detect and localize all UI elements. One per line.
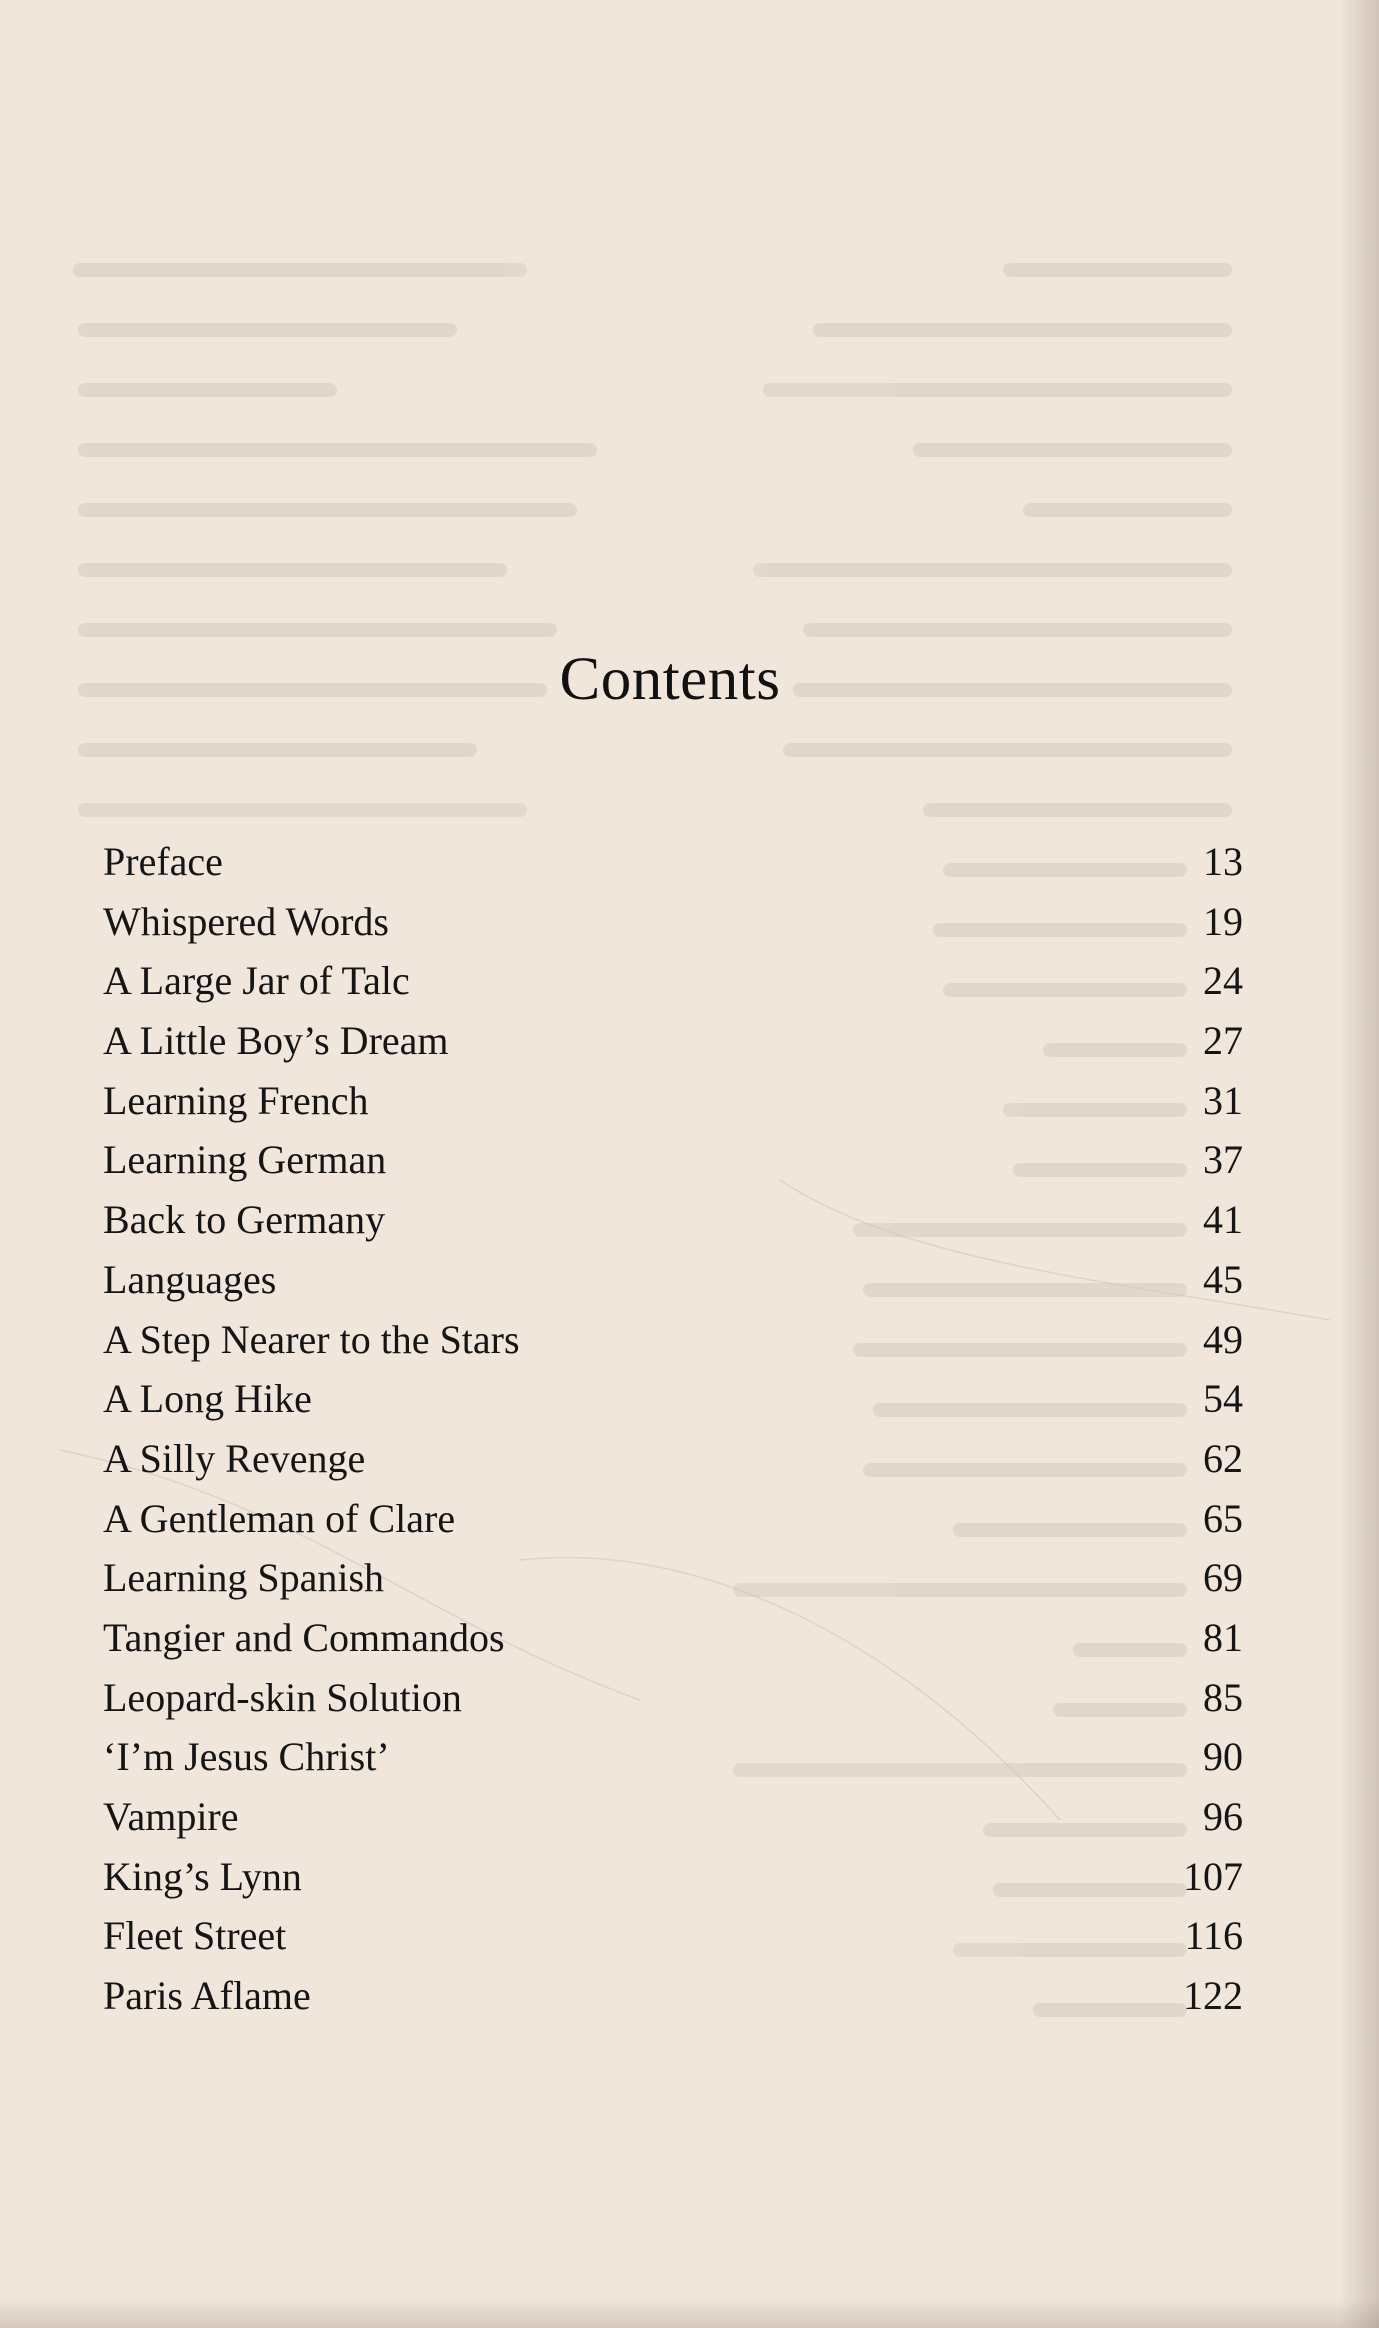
toc-entry[interactable] bbox=[103, 1495, 1243, 1555]
toc-entry-page: 37 bbox=[1203, 1137, 1243, 1183]
toc-entry[interactable] bbox=[103, 838, 1243, 898]
toc-entry-page: 116 bbox=[1184, 1913, 1243, 1959]
toc-entry-page: 19 bbox=[1203, 898, 1243, 944]
toc-entry-page: 41 bbox=[1203, 1197, 1243, 1243]
toc-entry-page: 13 bbox=[1203, 839, 1243, 884]
toc-entry-page: 90 bbox=[1203, 1734, 1243, 1780]
toc-entry-title: A Large Jar of Talc bbox=[103, 958, 410, 1004]
toc-entry[interactable] bbox=[103, 1256, 1243, 1316]
toc-entry-page: 45 bbox=[1203, 1256, 1243, 1302]
toc-entry-title: Learning German bbox=[103, 1137, 387, 1183]
toc-entry-title: A Long Hike bbox=[103, 1376, 312, 1422]
toc-entry[interactable] bbox=[103, 1077, 1243, 1137]
toc-entry-title: A Little Boy’s Dream bbox=[103, 1018, 449, 1064]
toc-entry-title: Preface bbox=[103, 839, 223, 884]
toc-entry-page: 31 bbox=[1203, 1077, 1243, 1123]
toc-entry-title: Tangier and Commandos bbox=[103, 1614, 505, 1660]
toc-entry[interactable] bbox=[103, 1017, 1243, 1077]
toc-entry-title: Paris Aflame bbox=[103, 1973, 311, 2019]
toc-entry[interactable] bbox=[103, 1733, 1243, 1793]
table-of-contents bbox=[103, 838, 1243, 2032]
toc-entry-title: Fleet Street bbox=[103, 1913, 287, 1959]
toc-entry-title: A Gentleman of Clare bbox=[103, 1495, 456, 1541]
toc-entry-page: 65 bbox=[1203, 1495, 1243, 1541]
toc-entry-page: 69 bbox=[1203, 1555, 1243, 1601]
toc-entry[interactable] bbox=[103, 1912, 1243, 1972]
toc-entry-title: A Step Nearer to the Stars bbox=[103, 1316, 520, 1362]
toc-entry[interactable] bbox=[103, 1853, 1243, 1913]
toc-entry-title: Back to Germany bbox=[103, 1197, 386, 1243]
toc-entry-title: A Silly Revenge bbox=[103, 1435, 366, 1481]
toc-entry[interactable] bbox=[103, 957, 1243, 1017]
toc-entry-title: Learning Spanish bbox=[103, 1555, 385, 1601]
toc-entry[interactable] bbox=[103, 1614, 1243, 1674]
toc-entry[interactable] bbox=[103, 898, 1243, 958]
page-bottom-shadow bbox=[0, 2298, 1379, 2328]
toc-entry-page: 96 bbox=[1203, 1794, 1243, 1839]
toc-entry-title: Whispered Words bbox=[103, 898, 389, 944]
toc-entry[interactable] bbox=[103, 1375, 1243, 1435]
toc-entry-title: Languages bbox=[103, 1256, 277, 1302]
toc-entry-page: 62 bbox=[1203, 1435, 1243, 1481]
toc-entry[interactable] bbox=[103, 1972, 1243, 2032]
toc-entry-page: 85 bbox=[1203, 1674, 1243, 1720]
toc-entry[interactable] bbox=[103, 1554, 1243, 1614]
toc-entry-title: Vampire bbox=[103, 1794, 239, 1839]
toc-entry[interactable] bbox=[103, 1793, 1243, 1853]
toc-entry-page: 54 bbox=[1203, 1376, 1243, 1422]
toc-entry-page: 107 bbox=[1183, 1853, 1243, 1899]
toc-entry-title: King’s Lynn bbox=[103, 1853, 302, 1899]
toc-entry-page: 27 bbox=[1203, 1018, 1243, 1064]
page-edge-shadow bbox=[1339, 0, 1379, 2328]
toc-entry[interactable] bbox=[103, 1196, 1243, 1256]
toc-entry[interactable] bbox=[103, 1136, 1243, 1196]
toc-entry[interactable] bbox=[103, 1674, 1243, 1734]
toc-entry-title: Learning French bbox=[103, 1077, 369, 1123]
page-title: Contents bbox=[559, 646, 781, 713]
toc-entry-page: 122 bbox=[1183, 1973, 1243, 2019]
toc-entry-page: 81 bbox=[1203, 1614, 1243, 1660]
toc-entry-page: 24 bbox=[1203, 958, 1243, 1004]
toc-entry[interactable] bbox=[103, 1435, 1243, 1495]
toc-entry-title: Leopard-skin Solution bbox=[103, 1674, 462, 1720]
toc-entry-title: ‘I’m Jesus Christ’ bbox=[103, 1734, 390, 1780]
toc-entry-page: 49 bbox=[1203, 1316, 1243, 1362]
toc-entry[interactable] bbox=[103, 1316, 1243, 1376]
